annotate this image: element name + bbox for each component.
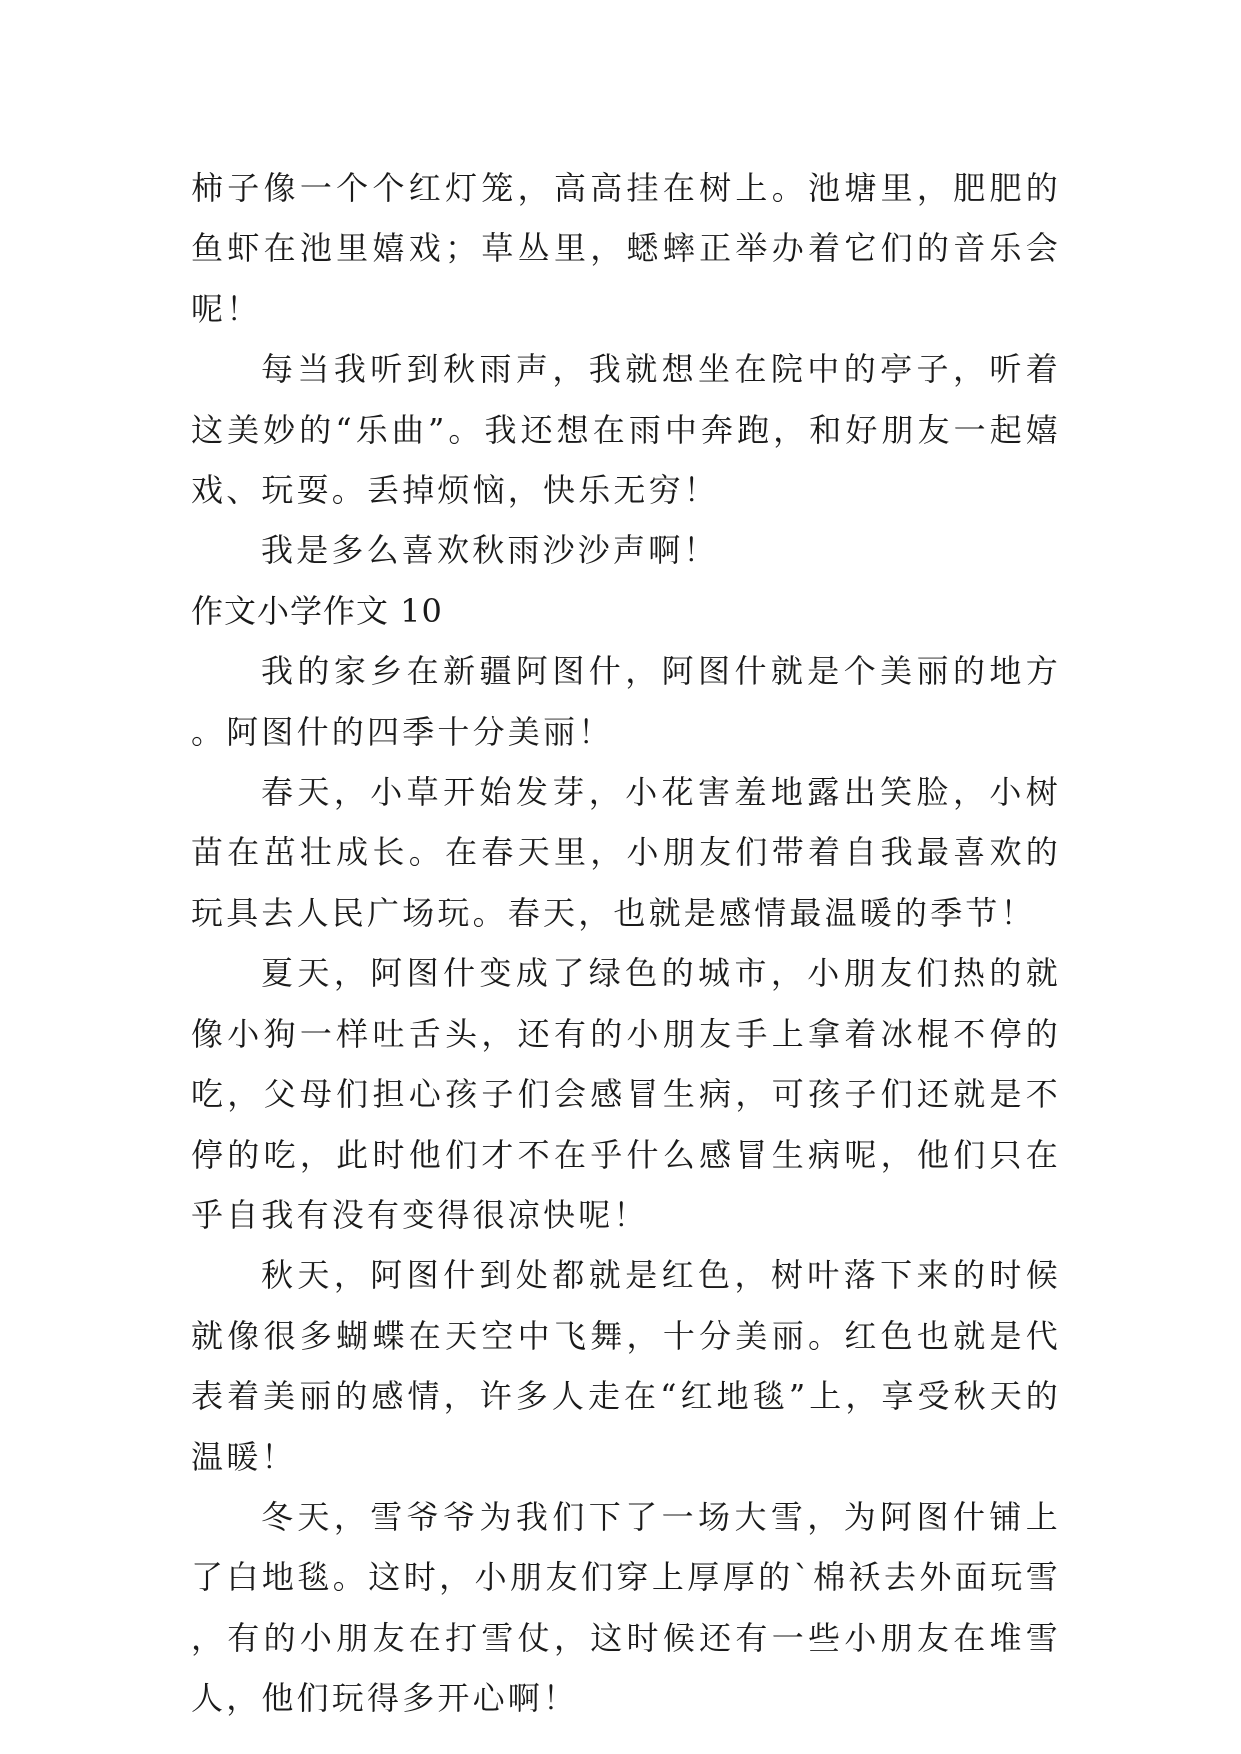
paragraph-winter: 冬天，雪爷爷为我们下了一场大雪，为阿图什铺上了白地毯。这时，小朋友们穿上厚厚的`棉袄去外面玩雪，有的小朋友在打雪仗，这时候还有一些小朋友在堆雪人，他们玩得多开心啊！	[191, 1497, 1061, 1718]
paragraph-autumn: 秋天，阿图什到处都就是红色，树叶落下来的时候就像很多蝴蝶在天空中飞舞，十分美丽。红色也就是代表着美丽的感情，许多人走在“红地毯”上，享受秋天的温暖！	[191, 1256, 1061, 1476]
document-body	[191, 158, 1061, 1729]
paragraph-autumn-rain: 每当我听到秋雨声，我就想坐在院中的亭子，听着这美妙的“乐曲”。我还想在雨中奔跑，和好朋友一起嬉戏、玩耍。丢掉烦恼，快乐无穷！	[191, 350, 1061, 510]
paragraph-hometown: 我的家乡在新疆阿图什，阿图什就是个美丽的地方。阿图什的四季十分美丽！	[191, 652, 1061, 751]
paragraph-summer: 夏天，阿图什变成了绿色的城市，小朋友们热的就像小狗一样吐舌头，还有的小朋友手上拿着冰棍不停的吃，父母们担心孩子们会感冒生病，可孩子们还就是不停的吃，此时他们才不在乎什么感冒生病呢，他们只在乎自我有没有变得很凉快呢！	[191, 954, 1061, 1234]
paragraph-spring: 春天，小草开始发芽，小花害羞地露出笑脸，小树苗在茁壮成长。在春天里，小朋友们带着自我最喜欢的玩具去人民广场玩。春天，也就是感情最温暖的季节！	[191, 773, 1061, 932]
paragraph-persimmon: 柿子像一个个红灯笼，高高挂在树上。池塘里，肥肥的鱼虾在池里嬉戏；草丛里，蟋蟀正举办着它们的音乐会呢！	[191, 169, 1061, 328]
paragraph-closing: 我是多么喜欢秋雨沙沙声啊！	[261, 531, 719, 570]
section-title: 作文小学作文 10	[191, 591, 443, 630]
